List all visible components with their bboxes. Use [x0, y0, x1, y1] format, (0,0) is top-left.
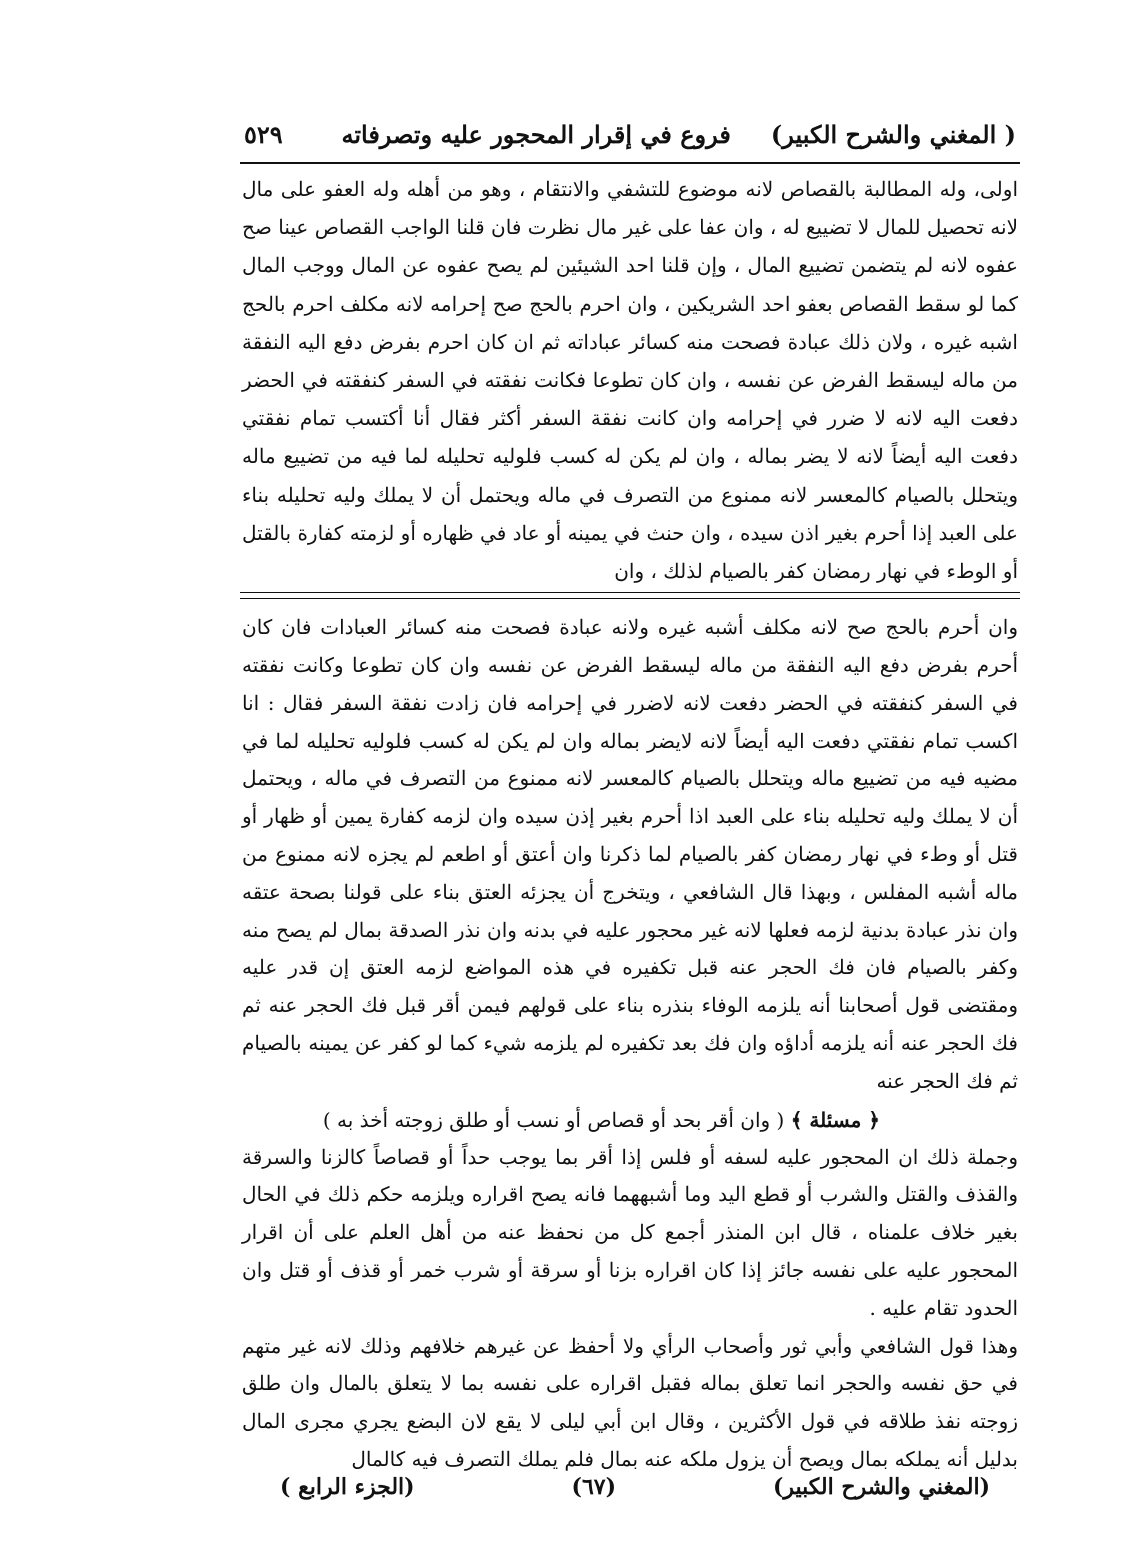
- commentary-paragraph: وهذا قول الشافعي وأبي ثور وأصحاب الرأي ولا أحفظ عن غيرهم خلافهم وذلك لانه غير متهم في حق نفسه والحجر انما تعلق بماله فقبل اقراره على نفسه بما لا يتعلق بالمال وان طلق زوجته نفذ طلاقه في قول الأكثرين ، وقال ابن أبي ليلى لا يقع لان البضع يجري مجرى المال بدليل أنه يملكه بمال ويصح أن يزول ملكه عنه بمال فلم يملك التصرف فيه كالمال: [242, 1333, 1018, 1471]
- header-titles: [341, 120, 1016, 149]
- commentary-paragraph: وجملة ذلك ان المحجور عليه لسفه أو فلس إذا أقر بما يوجب حداً أو قصاصاً كالزنا والسرقة والقذف والقتل والشرب أو قطع اليد وما أشبههما فانه يصح اقراره ويلزمه حكم ذلك في الحال بغير خلاف علمناه ، قال ابن المنذر أجمع كل من نحفظ عنه من أهل العلم على أن اقرار المحجور عليه على نفسه جائز إذا كان اقراره بزنا أو سرقة أو شرب خمر أو قذف أو قتل وان الحدود تقام عليه .: [242, 1144, 1018, 1320]
- footer-volume: (الجزء الرابع ): [280, 1474, 415, 1500]
- main-text-block: اولى، وله المطالبة بالقصاص لانه موضوع للتشفي والانتقام ، وهو من أهله وله العفو على مال لانه تحصيل للمال لا تضييع له ، وان عفا على غير مال نظرت فان قلنا الواجب القصاص عينا صح عفوه لانه لم يتضمن تضييع المال ، وإن قلنا احد الشيئين لم يصح عفوه عن المال ووجب المال كما لو سقط القصاص بعفو احد الشريكين ، وان احرم بالحج صح إحرامه لانه مكلف احرم بالحج اشبه غيره ، ولان ذلك عبادة فصحت منه كسائر عباداته ثم ان كان احرم بفرض دفع اليه النفقة من ماله ليسقط الفرض عن نفسه ، وان كان تطوعا فكانت نفقته في السفر كنفقته في الحضر دفعت اليه لانه لا ضرر في إحرامه وان كانت نفقة السفر أكثر فقال أنا أكتسب تمام نفقتي دفعت اليه أيضاً لانه لا يضر بماله ، وان لم يكن له كسب فلوليه تحليله لما فيه من تضييع ماله ويتحلل بالصيام كالمعسر لانه ممنوع من التصرف في ماله ويحتمل أن لا يملك وليه تحليله بناء على العبد إذا أحرم بغير اذن سيده ، وان حنث في يمينه أو عاد في ظهاره أو لزمته كفارة بالقتل أو الوطء في نهار رمضان كفر بالصيام لذلك ، وان: [242, 177, 1018, 584]
- header-book-title: ( المغني والشرح الكبير): [770, 120, 1016, 149]
- commentary-paragraph: وان أحرم بالحج صح لانه مكلف أشبه غيره ولانه عبادة فصحت منه كسائر العبادات فان كان أحرم بفرض دفع اليه النفقة من ماله ليسقط الفرض عن نفسه وان كان تطوعا وكانت نفقته في السفر كنفقته في الحضر دفعت لانه لاضرر في إحرامه فان زادت نفقة السفر فقال : انا اكسب تمام نفقتي دفعت اليه أيضاً لانه لايضر بماله وان لم يكن له كسب فلوليه تحليله لما في مضيه فيه من تضييع ماله ويتحلل بالصيام كالمعسر لانه ممنوع من التصرف في ماله ، ويحتمل أن لا يملك وليه تحليله بناء على العبد اذا أحرم بغير إذن سيده وان لزمه كفارة يمين أو ظهار أو قتل أو وطء في نهار رمضان كفر بالصيام لما ذكرنا وان أعتق أو اطعم لم يجزه لانه ممنوع من ماله أشبه المفلس ، وبهذا قال الشافعي ، ويتخرج أن يجزئه العتق بناء على قولنا بصحة عتقه وان نذر عبادة بدنية لزمه فعلها لانه غير محجور عليه في بدنه وان نذر الصدقة بمال لم يصح منه وكفر بالصيام فان فك الحجر عنه قبل تكفيره في هذه المواضع لزمه العتق إن قدر عليه ومقتضى قول أصحابنا أنه يلزمه الوفاء بنذره بناء على قولهم فيمن أقر قبل فك الحجر عنه ثم فك الحجر عنه أنه يلزمه أداؤه وان فك بعد تكفيره لم يلزمه شيء كما لو كفر عن يمينه بالصيام ثم فك الحجر عنه: [242, 615, 1018, 1093]
- running-header: [240, 120, 1020, 164]
- masala-label: ﴿ مسئلة ﴾: [790, 1107, 880, 1132]
- footer-sheet-number: (٦٧): [571, 1474, 616, 1500]
- page-number: ٥٢٩: [244, 120, 283, 149]
- footer-book-title: (المغني والشرح الكبير): [772, 1474, 990, 1500]
- page-footer: [240, 1474, 1020, 1500]
- masala-text: ( وان أقر بحد أو قصاص أو نسب أو طلق زوجته أخذ به ): [322, 1107, 785, 1132]
- masala-heading: [240, 1101, 1020, 1139]
- book-page: [240, 120, 1020, 1500]
- header-section-title: فروع في إقرار المحجور عليه وتصرفاته: [341, 120, 731, 149]
- section-divider: [240, 592, 1020, 599]
